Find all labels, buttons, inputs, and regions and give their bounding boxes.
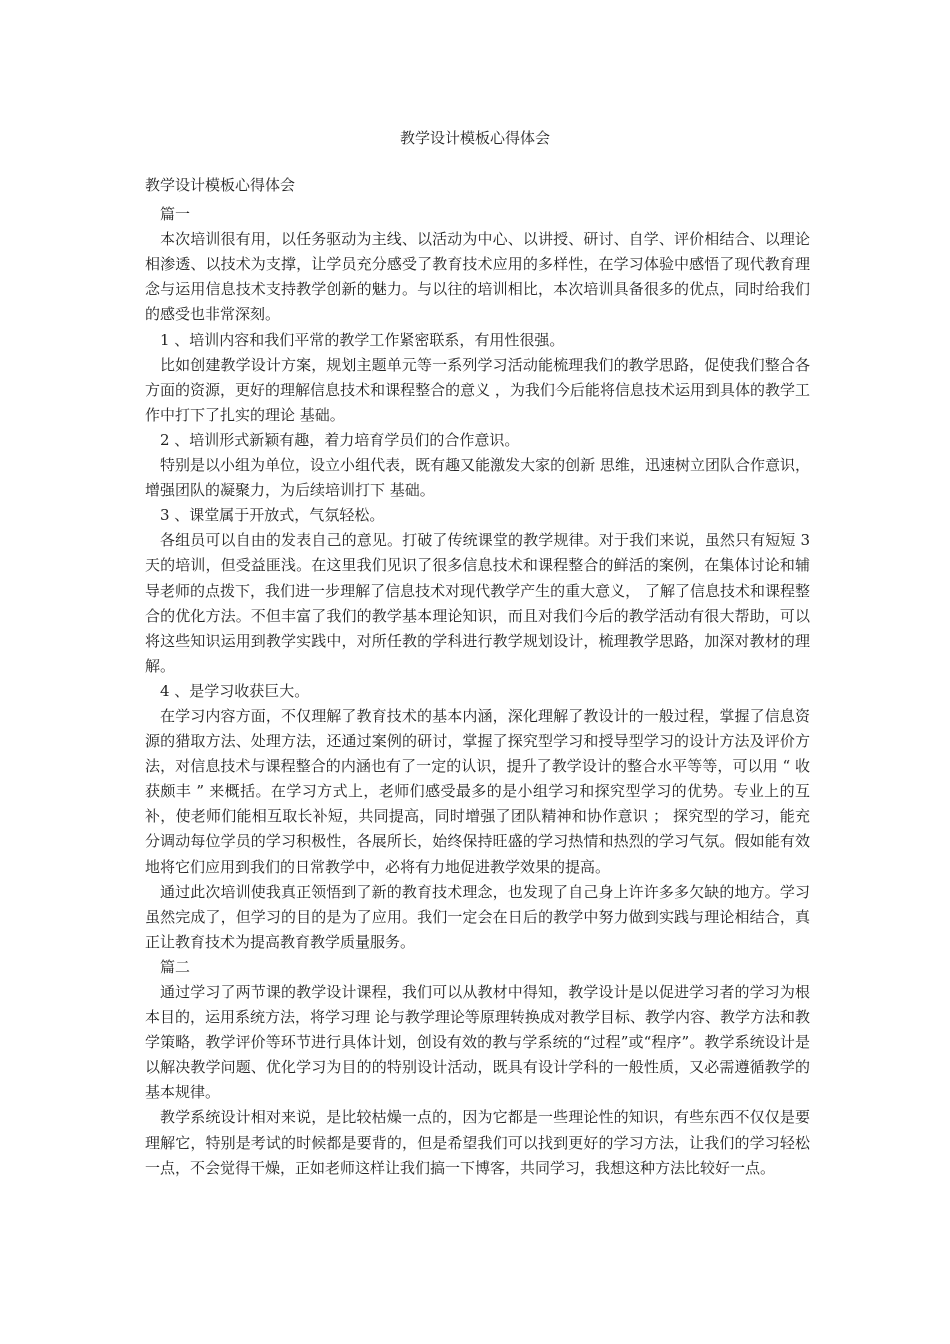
part2-paragraph-1: 通过学习了两节课的教学设计课程，我们可以从教材中得知，教学设计是以促进学习者的学习为根本目的，运用系统方法，将学习理 论与教学理论等原理转换成对教学目标、教学内容、教学方法和教学策略，教学评价等环节进行具体计划，创设有效的教与学系统的“过程”或“程序”。教学系统设计是以解决教学问题、优化学习为目的的特别设计活动，既具有设计学科的一般性质，又必需遵循教学的基本规律。 bbox=[145, 983, 810, 1102]
part1-point4-heading: 4 、是学习收获巨大。 bbox=[160, 681, 310, 700]
part1-intro: 本次培训很有用，以任务驱动为主线、以活动为中心、以讲授、研讨、自学、评价相结合、以理论相渗透、以技术为支撑，让学员充分感受了教育技术应用的多样性，在学习体验中感悟了现代教育理念与运用信息技术支持教学创新的魅力。与以往的培训相比，本次培训具备很多的优点，同时给我们的感受也非常深刻。 bbox=[145, 230, 810, 324]
part1-label: 篇一 bbox=[160, 205, 191, 224]
part1-point3-heading: 3 、课堂属于开放式，气氛轻松。 bbox=[160, 506, 385, 525]
part1-point2-text: 特别是以小组为单位，设立小组代表，既有趣又能激发大家的创新 思维，迅速树立团队合作意识，增强团队的凝聚力，为后续培训打下 基础。 bbox=[145, 456, 810, 500]
document-title: 教学设计模板心得体会 bbox=[399, 129, 550, 147]
part1-point3-text: 各组员可以自由的发表自己的意见。打破了传统课堂的教学规律。对于我们来说，虽然只有短短 3 天的培训，但受益匪浅。在这里我们见识了很多信息技术和课程整合的鲜活的案例，在集体讨论和辅导老师的点拨下，我们进一步理解了信息技术对现代教学产生的重大意义， 了解了信息技术和课程整合的优化方法。不但丰富了我们的教学基本理论知识，而且对我们今后的教学活动有很大帮助，可以将这些知识运用到教学实践中，对所任教的学科进行教学规划设计，梳理教学思路，加深对教材的理解。 bbox=[145, 531, 810, 675]
part1-point1-text: 比如创建教学设计方案，规划主题单元等一系列学习活动能梳理我们的教学思路，促使我们整合各方面的资源，更好的理解信息技术和课程整合的意义 ，为我们今后能将信息技术运用到具体的教学工作中打下了扎实的理论 基础。 bbox=[145, 355, 810, 424]
part1-point4-text: 在学习内容方面，不仅理解了教育技术的基本内涵，深化理解了教设计的一般过程，掌握了信息资源的猎取方法、处理方法，还通过案例的研讨，掌握了探究型学习和授导型学习的设计方法及评价方法，对信息技术与课程整合的内涵也有了一定的认识，提升了教学设计的整合水平等等，可以用 “ 收获颇丰 ” 来概括。在学习方式上，老师们感受最多的是小组学习和探究型学习的优势。专业上的互补，使老师们能相互取长补短，共同提高，同时增强了团队精神和协作意识 ； 探究型的学习，能充分调动每位学员的学习积极性，各展所长，始终保持旺盛的学习热情和热烈的学习气氛。假如能有效地将它们应用到我们的日常教学中，必将有力地促进教学效果的提高。 bbox=[145, 706, 810, 876]
document-body bbox=[145, 173, 810, 1181]
part1-point1-heading: 1 、培训内容和我们平常的教学工作紧密联系，有用性很强。 bbox=[160, 330, 565, 349]
part1-point2-heading: 2 、培训形式新颖有趣，着力培育学员们的合作意识。 bbox=[160, 430, 520, 449]
part2-label: 篇二 bbox=[160, 957, 191, 976]
part1-conclusion: 通过此次培训使我真正领悟到了新的教育技术理念，也发现了自己身上许许多多欠缺的地方。学习虽然完成了，但学习的目的是为了应用。我们一定会在日后的教学中努力做到实践与理论相结合，真正让教育技术为提高教育教学质量服务。 bbox=[145, 882, 810, 951]
document-subtitle: 教学设计模板心得体会 bbox=[145, 176, 296, 194]
part2-paragraph-2: 教学系统设计相对来说，是比较枯燥一点的，因为它都是一些理论性的知识，有些东西不仅仅是要理解它，特别是考试的时候都是要背的，但是希望我们可以找到更好的学习方法，让我们的学习轻松一点，不会觉得干燥，正如老师这样让我们搞一下博客，共同学习，我想这种方法比较好一点。 bbox=[145, 1108, 810, 1177]
